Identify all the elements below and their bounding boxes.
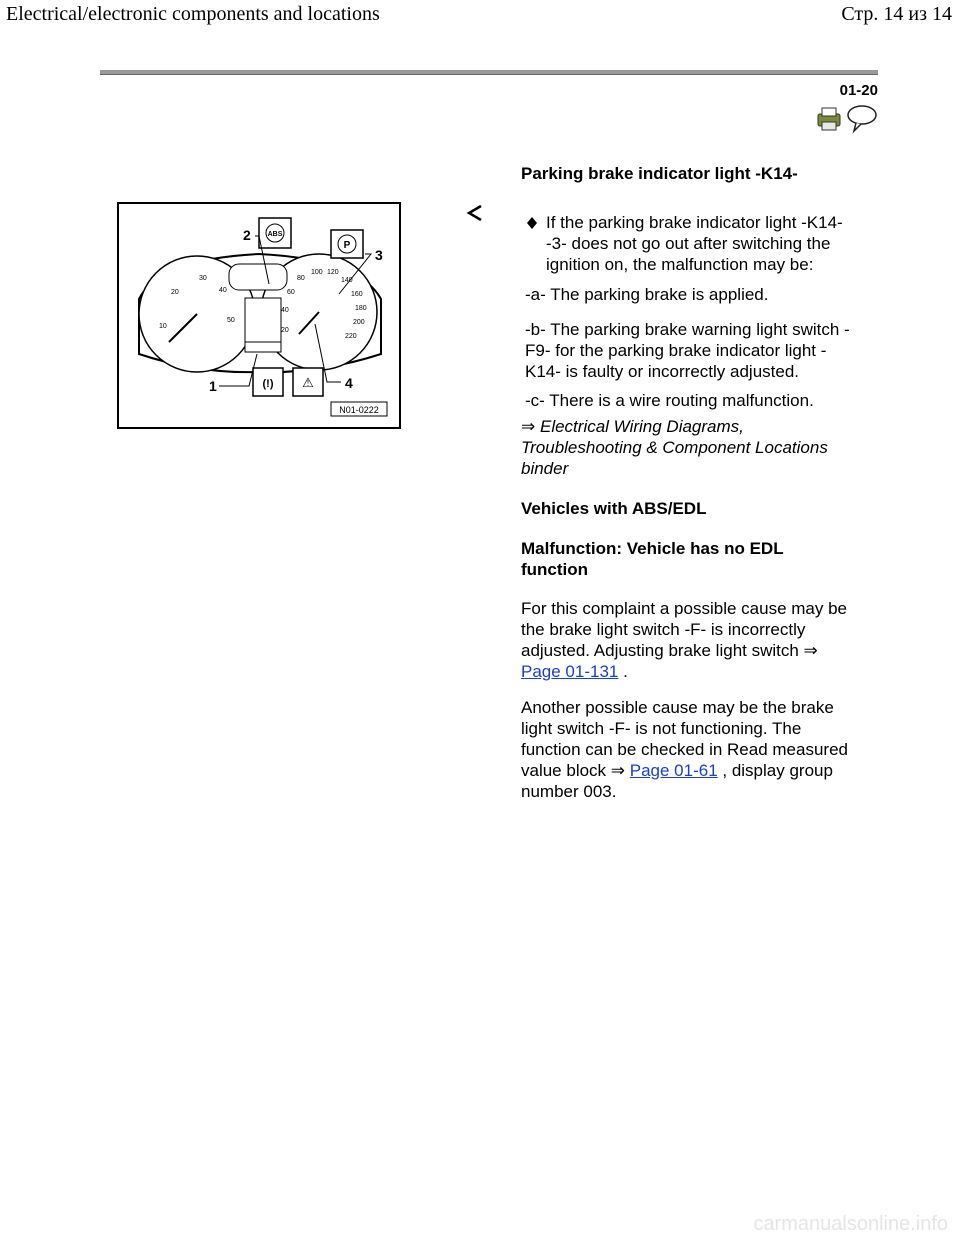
malfunction-heading-line: Malfunction: Vehicle has no EDL: [521, 539, 784, 558]
malfunction-heading-line: function: [521, 560, 589, 579]
page-reference: 01-20: [839, 82, 878, 99]
bullet-line: If the parking brake indicator light -K14-: [546, 213, 843, 232]
speedo-tick: 160: [351, 291, 363, 298]
para1-line: the brake light switch -F- is incorrectly: [521, 620, 806, 639]
figure-code: N01-0222: [339, 405, 379, 415]
bullet-line: -3- does not go out after switching the: [546, 234, 831, 253]
page-link-01-131[interactable]: Page 01-131: [521, 662, 619, 681]
pointer-left-icon: [464, 203, 484, 221]
section-title: Parking brake indicator light -K14-: [521, 164, 798, 183]
para2-line: Another possible cause may be the brake: [521, 698, 834, 717]
item-a: -a- The parking brake is applied.: [525, 285, 769, 304]
para1-line: For this complaint a possible cause may be: [521, 599, 847, 618]
callout-4: 4: [345, 375, 353, 391]
item-b-line: K14- is faulty or incorrectly adjusted.: [525, 362, 800, 381]
page-link-01-61[interactable]: Page 01-61: [629, 761, 718, 780]
wiring-ref-line[interactable]: [521, 416, 744, 437]
bullet-line: ignition on, the malfunction may be:: [546, 255, 814, 274]
header-divider: [100, 70, 878, 75]
para2-after: , display group: [717, 761, 833, 780]
speedo-tick: 100: [311, 269, 323, 276]
document-header-title: Electrical/electronic components and locations: [6, 3, 380, 25]
speedo-tick: 120: [327, 269, 339, 276]
wiring-ref-line: Troubleshooting & Component Locations: [521, 438, 828, 457]
para2-line: light switch -F- is not functioning. The: [521, 719, 802, 738]
item-b-line: -b- The parking brake warning light switch -: [525, 320, 850, 339]
para1-after: .: [618, 662, 628, 681]
hazard-lamp-label: ⚠: [302, 375, 314, 390]
abs-heading: Vehicles with ABS/EDL: [521, 499, 707, 518]
para1-line: adjusted. Adjusting brake light switch ⇒: [521, 641, 818, 660]
speedo-tick: 220: [345, 333, 357, 340]
para2-line: function can be checked in Read measured: [521, 740, 848, 759]
speedo-tick: 20: [281, 327, 289, 334]
brake-lamp-label: (!): [262, 378, 274, 390]
toolbar-icons: [814, 104, 880, 134]
parking-lamp-label: P: [343, 240, 351, 251]
speedo-tick: 140: [341, 277, 353, 284]
tacho-tick: 50: [227, 317, 235, 324]
watermark: carmanualsonline.info: [753, 1213, 948, 1235]
speedo-tick: 80: [297, 275, 305, 282]
para2-link-line: [521, 760, 833, 781]
tacho-tick: 30: [199, 275, 207, 282]
speedo-tick: 40: [281, 307, 289, 314]
para2-line: number 003.: [521, 782, 617, 801]
speedo-tick: 60: [287, 289, 295, 296]
callout-3: 3: [375, 247, 383, 263]
callout-2: 2: [243, 227, 251, 243]
tacho-tick: 40: [219, 287, 227, 294]
para2-pre: value block ⇒: [521, 761, 630, 780]
abs-lamp-label: ABS: [267, 231, 283, 238]
wiring-ref-text: Electrical Wiring Diagrams,: [539, 417, 744, 436]
diamond-bullet-icon: [526, 216, 538, 230]
callout-1: 1: [209, 378, 217, 394]
print-icon[interactable]: [818, 108, 840, 130]
speedo-tick: 200: [353, 319, 365, 326]
wiring-ref-line: binder: [521, 459, 569, 478]
para1-link-line: [521, 661, 628, 682]
document-header-page: Стр. 14 из 14: [841, 3, 952, 25]
speedo-tick: 180: [355, 305, 367, 312]
item-c: -c- There is a wire routing malfunction.: [525, 391, 814, 410]
tacho-tick: 20: [171, 289, 179, 296]
instrument-cluster-figure: [117, 202, 401, 429]
comment-icon[interactable]: [848, 106, 876, 131]
arrow-glyph: ⇒: [521, 417, 536, 436]
tacho-tick: 10: [159, 323, 167, 330]
item-b-line: F9- for the parking brake indicator light -: [525, 341, 827, 360]
